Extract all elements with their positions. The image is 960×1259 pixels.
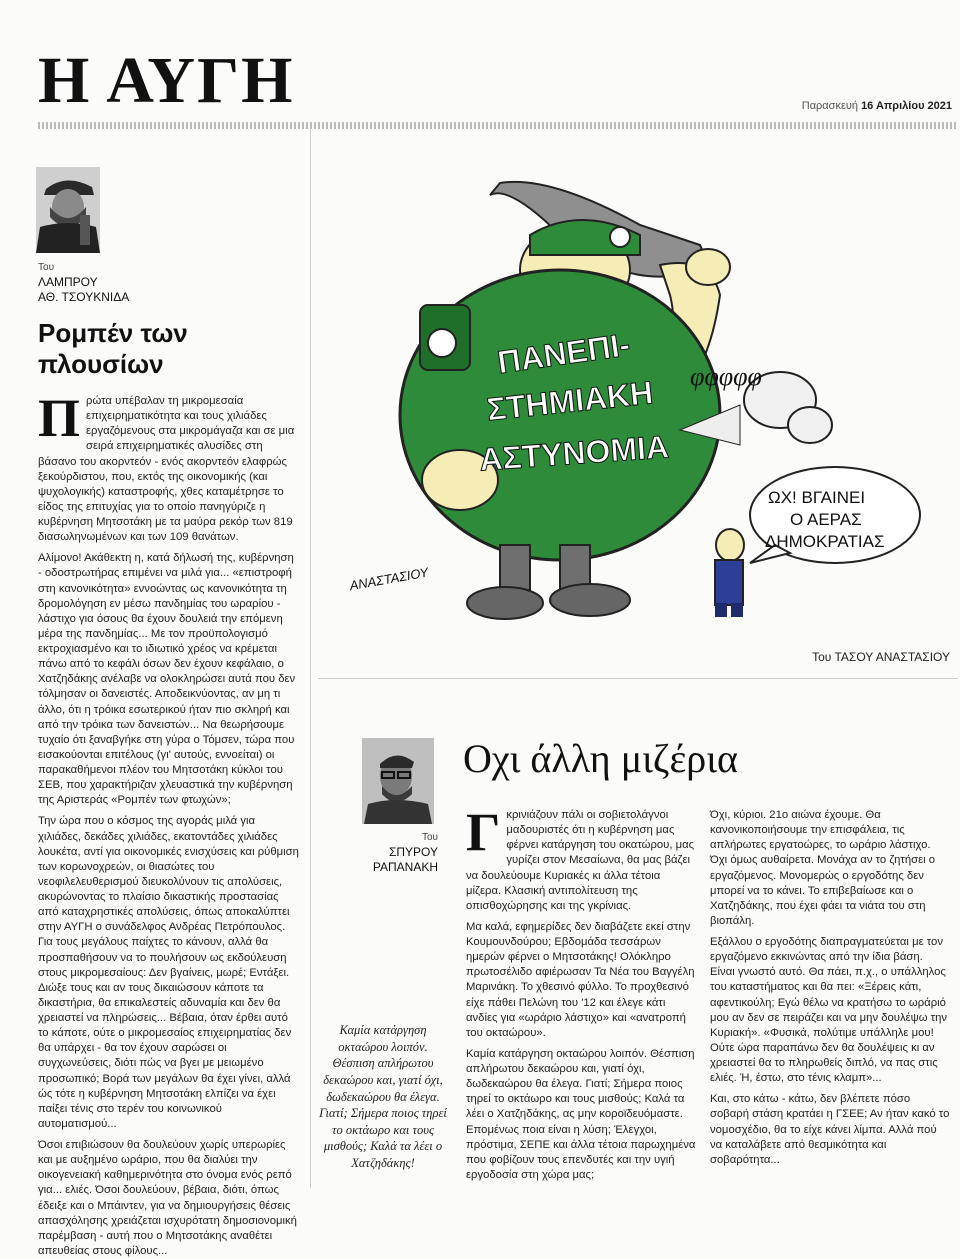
article2-para-6: Και, στο κάτω - κάτω, δεν βλέπετε πόσο σοβαρή στάση κρατάει η ΓΣΕΕ; Αν ήταν κακό το νομοσχέδιο, θα το είχε κάνει λίμπα. Αλλά πού να καταλάβετε από θεσμικότητα και σοβαρότητα...	[710, 1093, 950, 1166]
cartoon-drawing	[348, 175, 940, 635]
author-byline-2	[362, 832, 438, 875]
article2-column-2	[710, 808, 950, 1198]
cartoon-sound-text: φφφφφ	[690, 362, 762, 391]
article2-para-2: Μα καλά, εφημερίδες δεν διαβάζετε εκεί στην Κουμουνδούρου; Εβδομάδα τεσσάρων ημερών φέρνει ο Μητσοτάκης! Ολόκληρο πρωτοσέλιδο αφιέρωσαν Τα Νέα του Βαγγέλη Μαρινάκη. Το χθεσινό φύλλο. Το προχθεσινό είχε πάθει Πελώνη του '12 και έλεγε κάτι ανδίες για «ωράριο λάστιχο» και «ανατροπή του οκταώρου».	[466, 920, 695, 1039]
column-divider	[310, 128, 311, 1188]
cartoon-text-1: ΠΑΝΕΠΙ-	[495, 326, 633, 381]
article1-dropcap: Π	[38, 388, 81, 448]
article1-para-1-text: ρώτα υπέβαλαν τη μικρομεσαία επιχειρηματικότητα και τους χιλιάδες εργαζόμενους στα μικρομάγαζα και σε μια σειρά επιχειρηματικές αλυσίδες στη βάσανο του ακορντεόν - ενός ακορντεόν ελαφρώς ξεκούρδιστου, που, εκτός της οικονομικής (και ψυχολογικής) καταστροφής, χθες καταμέτρησε το είδος της επιτυχίας για το οποίο πανηγύριζε η κυβέρνηση Μητσοτάκη με τα μαύρα ρεκόρ των 819 διασωληνωμένων και των 109 θανάτων.	[38, 395, 295, 544]
author-byline-1	[38, 262, 129, 305]
dateline	[802, 100, 952, 112]
author2-last-name: ΡΑΠΑΝΑΚΗ	[372, 859, 438, 874]
article1-para-1	[38, 388, 300, 545]
cartoon-artist-name: ΤΑΣΟΥ ΑΝΑΣΤΑΣΙΟΥ	[834, 650, 950, 664]
author-photo-rapanakis	[362, 738, 434, 824]
cartoon-credit	[812, 650, 950, 664]
article2-headline: Οχι άλλη μιζέρια	[463, 736, 738, 781]
article1-headline: Ρομπέν των πλουσίων	[38, 318, 188, 380]
cartoon-signature: ΑΝΑΣΤΑΣΙΟΥ	[348, 564, 430, 594]
cartoon-text-3: ΑΣΤΥΝΟΜΙΑ	[478, 428, 671, 478]
article1-para-2: Αλίμονο! Ακάθεκτη η, κατά δήλωσή της, κυβέρνηση - οδοστρωτήρας επιμένει να μιλά για... «επιστροφή στη κανονικότητα» εννοώντας ως κανονικότητα τη δρομολόγηση εν μέσω πανδημίας του ωραρίου - λάστιχο για όσους θα έχουν δουλειά την επόμενη μέρα της πανδημίας... Με τον προϋπολογισμό εκτροχιασμένο και το ιδιωτικό χρέος να κρέμεται πάνω από το κεφάλι όσων δεν έχουν κεφάλαιο, ο Χατζηδάκης ανέλαβε να ολοκληρώσει αυτά που δεν τόλμησαν οι δανειστές. Αποδεικνύοντας, αν μη τι άλλο, ότι η τρόικα εσωτερικού ήταν πιο σκληρή και από την τρόικα των δανειστών... Να θεωρήσουμε τυχαίο ότι ξαναβγήκε στη γύρα ο Τόμσεν, τώρα που εισακούονται επιτέλους (γι' αυτούς, εννοείται) οι παρακαθήμενοι πλέον του Μητσοτάκη κύκλοι του ΣΕΒ, που χαρακτήριζαν χλευαστικά την κυβέρνηση της Αριστεράς «Ρομπέν των φτωχών»;	[38, 552, 296, 807]
pull-quote: Καμία κατάργηση οκταώρου λοιπόν. Θέσπιση απλήρωτου δεκαώρου και, γιατί όχι, δωδεκαώρου θα έλεγα. Γιατί; Σήμερα ποιος τηρεί το οκτάωρο και τους μισθούς; Καλά τα λέει ο Χατζηδάκης!	[319, 1023, 447, 1170]
date-full: 16 Απριλίου 2021	[861, 100, 952, 112]
author-photo-tsouknidas	[36, 167, 100, 253]
article2-para-1-text: κρινιάζουν πάλι οι σοβιετολάγνοι μαδουριστές ότι η κυβέρνηση μας φέρνει κατάργηση του οκατώρου, μας γυρίζει στον Μεσαίωνα, θα μας βάζει να δουλεύουμε Κυριακές κι άλλα τέτοια μίζερα. Κλασική αντιπολίτευση της οπισθοχώρησης και της γκρίνιας.	[466, 809, 695, 912]
credit-prefix: Του	[812, 650, 832, 664]
author2-first-name: ΣΠΥΡΟΥ	[388, 844, 438, 859]
byline-prefix: Του	[38, 262, 55, 273]
article1-para-4: Όσοι επιβιώσουν θα δουλεύουν χωρίς υπερωρίες και με αυξημένο ωράριο, που θα διαλύει την οικογενειακή καθημερινότητα στο όνομα ενός ρεπό για... ελιές. Όσοι δουλεύουν, βέβαια, διότι, όπως έδειξε και ο Μπάιντεν, για να δημιουργήσεις θέσεις απασχόλησης χρειάζεται ισχυρότατη δημοσιονομική παρέμβαση - αυτή που ο Μητσοτάκης αναθέτει απευθείας στους φίλους...	[38, 1139, 297, 1257]
bubble-line-3: ΔΗΜΟΚΡΑΤΙΑΣ	[765, 532, 885, 551]
cartoon	[348, 175, 940, 635]
masthead-rule	[38, 122, 958, 129]
article2-column-1	[466, 802, 698, 1198]
cartoon-text-2: ΣΤΗΜΙΑΚΗ	[485, 374, 655, 428]
article2-para-3: Καμία κατάργηση οκταώρου λοιπόν. Θέσπιση απλήρωτου δεκαώρου και, γιατί όχι, δωδεκαώρου θα έλεγα. Γιατί; Σήμερα ποιος τηρεί το οκτάωρο και τους μισθούς; Καλά τα λέει ο Χατζηδάκης, ας μην κοροϊδευόμαστε. Επομένως ποια είναι η λύση; Έλεγχοι, πρόστιμα, ΣΕΠΕ και άλλα τέτοια παρωχημένα που φοβίζουν τους επενδυτές και την υγιή εργοδοσία στη χώρα μας;	[466, 1047, 696, 1181]
author-last-name: ΑΘ. ΤΣΟΥΚΝΙΔΑ	[38, 289, 130, 304]
article1-body	[38, 388, 300, 1257]
article2-para-1	[466, 802, 698, 914]
author-first-name: ΛΑΜΠΡΟΥ	[38, 274, 98, 289]
article2-dropcap: Γ	[466, 802, 501, 862]
newspaper-title: Η ΑΥΓΗ	[38, 44, 295, 117]
bubble-line-1: ΩΧ! ΒΓΑΙΝΕΙ	[768, 488, 866, 507]
section-divider	[318, 678, 958, 679]
date-day: Παρασκευή	[801, 100, 858, 112]
article2-para-4: Όχι, κύριοι. 21ο αιώνα έχουμε. Θα κανονικοποιήσουμε την επισφάλεια, τις απλήρωτες εργατοώρες, το ωράριο λάστιχο. Όχι όμως αυθαίρετα. Μονάχα αν το ζητήσει ο εργαζόμενος. Μονομερώς ο εργοδότης δεν μπορεί να το κάνει. Το επιβεβαίωσε και ο Χατζηδάκης, που έχει φάει τα νιάτα του στη βιοπάλη.	[710, 809, 936, 927]
byline-prefix-2: Του	[421, 832, 438, 843]
article2-para-5: Εξάλλου ο εργοδότης διαπραγματεύεται με τον εργαζόμενο εκκινώντας από την ίδια βάση. Είναι γνωστό αυτό. Θα πάει, π.χ., ο υπάλληλος του καταστήματος και θα πει: «Ξέρεις κάτι, αφεντικούλη; Εγώ θέλω να κρατήσω το ωράριό μου αν δεν σε πειράζει και να μην δουλέψω την Κυριακή». «Φυσικά, πολύτιμε υπάλληλε μου! Ούτε ώρα παραπάνω δεν θα δουλέψεις κι αν χρειαστεί θα το πληρωθείς διπλό, να πας στις ελιές. Ή, έστω, στο τένις κλαμπ»...	[710, 936, 948, 1085]
article1-para-3: Την ώρα που ο κόσμος της αγοράς μιλά για χιλιάδες, δεκάδες χιλιάδες, εκατοντάδες χιλιάδες λουκέτα, αντί για οικονομικές ενισχύσεις και ρύθμιση των κορωνοχρεών, οι θιασώτες του νεοφιλελευθερισμού διευκολύνουν τις απολύσεις, ακυρώνοντας το πλαίσιο δικαστικής προστασίας από καταχρηστικές απολύσεις, όπως αποκαλύπτει στην ΑΥΓΗ ο συνάδελφος Ανδρέας Πετρόπουλος. Για τους μεγάλους παίχτες το κάνουν, αλλά θα προσπαθήσουν να το πουλήσουν ως εκδούλευση στους μικρομεσαίους: Δεν βγαίνεις, μωρέ; Εντάξει. Διώξε τους και αν τους δικαιώσουν κάποτε τα δικαστήρια, θα επικαλεστείς αδυναμία και δεν θα χρειαστεί να πληρώσεις... Βέβαια, όταν έρθει αυτό το κάποτε, ούτε ο μικρομεσαίος επιχειρηματίας δεν θα υπάρχει - θα τον έχουν σαρώσει οι συγχωνεύσεις, διότι πώς να βγει με μειωμένο προσωπικό; Βορά των μεγάλων θα έχει γίνει, αλλά ώς τότε η κυβέρνηση Μητσοτάκη ελπίζει να έχει παίξει τένις στο τερέν του κοινωνικού αυτοματισμού...	[38, 815, 299, 1130]
bubble-line-2: Ο ΑΕΡΑΣ	[790, 510, 862, 529]
